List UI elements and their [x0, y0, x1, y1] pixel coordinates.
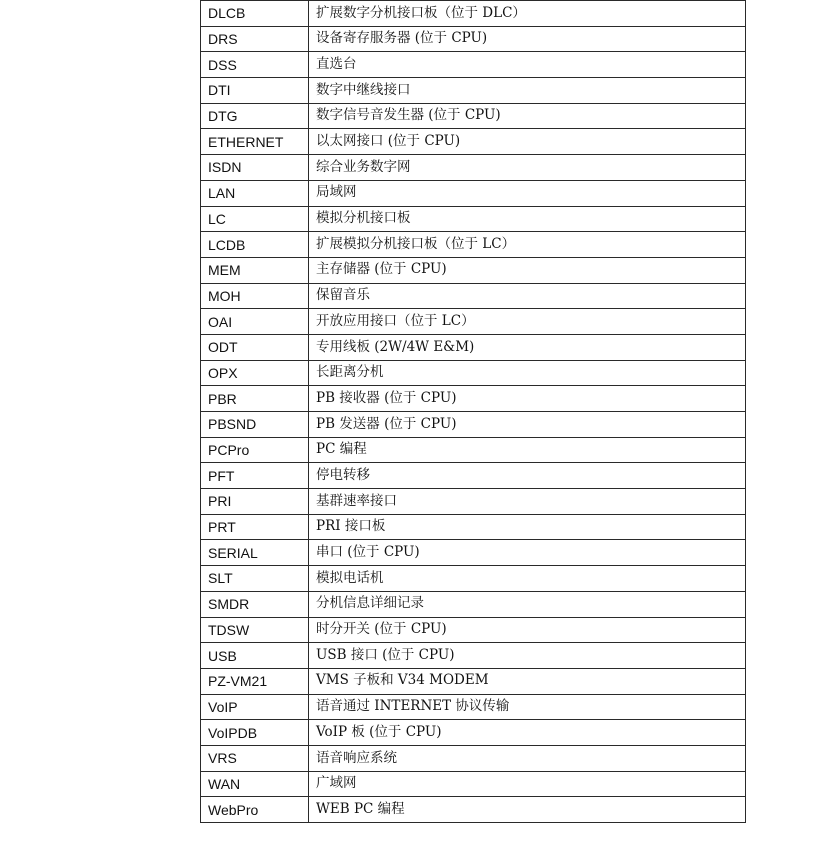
table-row [201, 334, 746, 360]
abbreviation-cell: VoIPDB [201, 720, 309, 746]
description-cell: VMS 子板和 V34 MODEM [309, 668, 746, 694]
table-row [201, 694, 746, 720]
abbreviation-cell: PFT [201, 463, 309, 489]
abbreviation-cell: ETHERNET [201, 129, 309, 155]
abbreviation-cell: DTI [201, 78, 309, 104]
table-row [201, 720, 746, 746]
description-cell: 扩展数字分机接口板（位于 DLC） [309, 1, 746, 27]
abbreviation-cell: PBSND [201, 412, 309, 438]
description-cell: 数字中继线接口 [309, 78, 746, 104]
table-row [201, 257, 746, 283]
description-cell: 扩展模拟分机接口板（位于 LC） [309, 232, 746, 258]
description-cell: 主存储器 (位于 CPU) [309, 257, 746, 283]
abbreviation-cell: DSS [201, 52, 309, 78]
description-cell: 专用线板 (2W/4W E&M) [309, 334, 746, 360]
table-row [201, 489, 746, 515]
table-row [201, 180, 746, 206]
description-cell: VoIP 板 (位于 CPU) [309, 720, 746, 746]
abbreviation-cell: ISDN [201, 155, 309, 181]
description-cell: PB 发送器 (位于 CPU) [309, 412, 746, 438]
abbreviation-cell: ODT [201, 334, 309, 360]
abbreviation-cell: PZ-VM21 [201, 668, 309, 694]
table-row [201, 129, 746, 155]
abbreviation-cell: LCDB [201, 232, 309, 258]
abbreviation-cell: PRT [201, 514, 309, 540]
description-cell: 模拟电话机 [309, 566, 746, 592]
abbreviation-cell: OPX [201, 360, 309, 386]
description-cell: 分机信息详细记录 [309, 591, 746, 617]
description-cell: USB 接口 (位于 CPU) [309, 643, 746, 669]
description-cell: PB 接收器 (位于 CPU) [309, 386, 746, 412]
table-row [201, 463, 746, 489]
abbreviation-cell: DTG [201, 103, 309, 129]
table-row [201, 668, 746, 694]
abbreviation-cell: OAI [201, 309, 309, 335]
description-cell: 直选台 [309, 52, 746, 78]
description-cell: 时分开关 (位于 CPU) [309, 617, 746, 643]
description-cell: 综合业务数字网 [309, 155, 746, 181]
description-cell: 开放应用接口（位于 LC） [309, 309, 746, 335]
abbreviation-cell: LAN [201, 180, 309, 206]
description-cell: PC 编程 [309, 437, 746, 463]
description-cell: 保留音乐 [309, 283, 746, 309]
description-cell: 语音通过 INTERNET 协议传输 [309, 694, 746, 720]
table-row [201, 26, 746, 52]
abbreviation-cell: LC [201, 206, 309, 232]
table-row [201, 540, 746, 566]
table-row [201, 103, 746, 129]
abbreviation-cell: PBR [201, 386, 309, 412]
description-cell: 基群速率接口 [309, 489, 746, 515]
abbreviation-cell: WebPro [201, 797, 309, 823]
abbreviation-cell: MOH [201, 283, 309, 309]
table-row [201, 412, 746, 438]
abbreviation-table [200, 0, 746, 823]
table-row [201, 1, 746, 27]
table-row [201, 617, 746, 643]
table-row [201, 232, 746, 258]
description-cell: 广域网 [309, 771, 746, 797]
table-row [201, 745, 746, 771]
abbreviation-cell: WAN [201, 771, 309, 797]
table-row [201, 360, 746, 386]
abbreviation-cell: TDSW [201, 617, 309, 643]
table-row [201, 52, 746, 78]
description-cell: 设备寄存服务器 (位于 CPU) [309, 26, 746, 52]
table-row [201, 309, 746, 335]
table-row [201, 643, 746, 669]
abbreviation-cell: SLT [201, 566, 309, 592]
abbreviation-cell: DRS [201, 26, 309, 52]
abbreviation-cell: SERIAL [201, 540, 309, 566]
table-row [201, 591, 746, 617]
table-row [201, 437, 746, 463]
description-cell: WEB PC 编程 [309, 797, 746, 823]
abbreviation-cell: DLCB [201, 1, 309, 27]
table-row [201, 771, 746, 797]
description-cell: 串口 (位于 CPU) [309, 540, 746, 566]
table-row [201, 386, 746, 412]
table-row [201, 283, 746, 309]
table-row [201, 78, 746, 104]
description-cell: PRI 接口板 [309, 514, 746, 540]
table-row [201, 155, 746, 181]
description-cell: 停电转移 [309, 463, 746, 489]
description-cell: 以太网接口 (位于 CPU) [309, 129, 746, 155]
table-row [201, 566, 746, 592]
abbreviation-cell: MEM [201, 257, 309, 283]
table-row [201, 206, 746, 232]
abbreviation-cell: VRS [201, 745, 309, 771]
description-cell: 语音响应系统 [309, 745, 746, 771]
abbreviation-cell: PRI [201, 489, 309, 515]
abbreviation-table-body [201, 1, 746, 823]
table-row [201, 514, 746, 540]
description-cell: 模拟分机接口板 [309, 206, 746, 232]
abbreviation-cell: VoIP [201, 694, 309, 720]
abbreviation-cell: USB [201, 643, 309, 669]
table-row [201, 797, 746, 823]
description-cell: 局域网 [309, 180, 746, 206]
abbreviation-cell: SMDR [201, 591, 309, 617]
description-cell: 数字信号音发生器 (位于 CPU) [309, 103, 746, 129]
description-cell: 长距离分机 [309, 360, 746, 386]
abbreviation-cell: PCPro [201, 437, 309, 463]
